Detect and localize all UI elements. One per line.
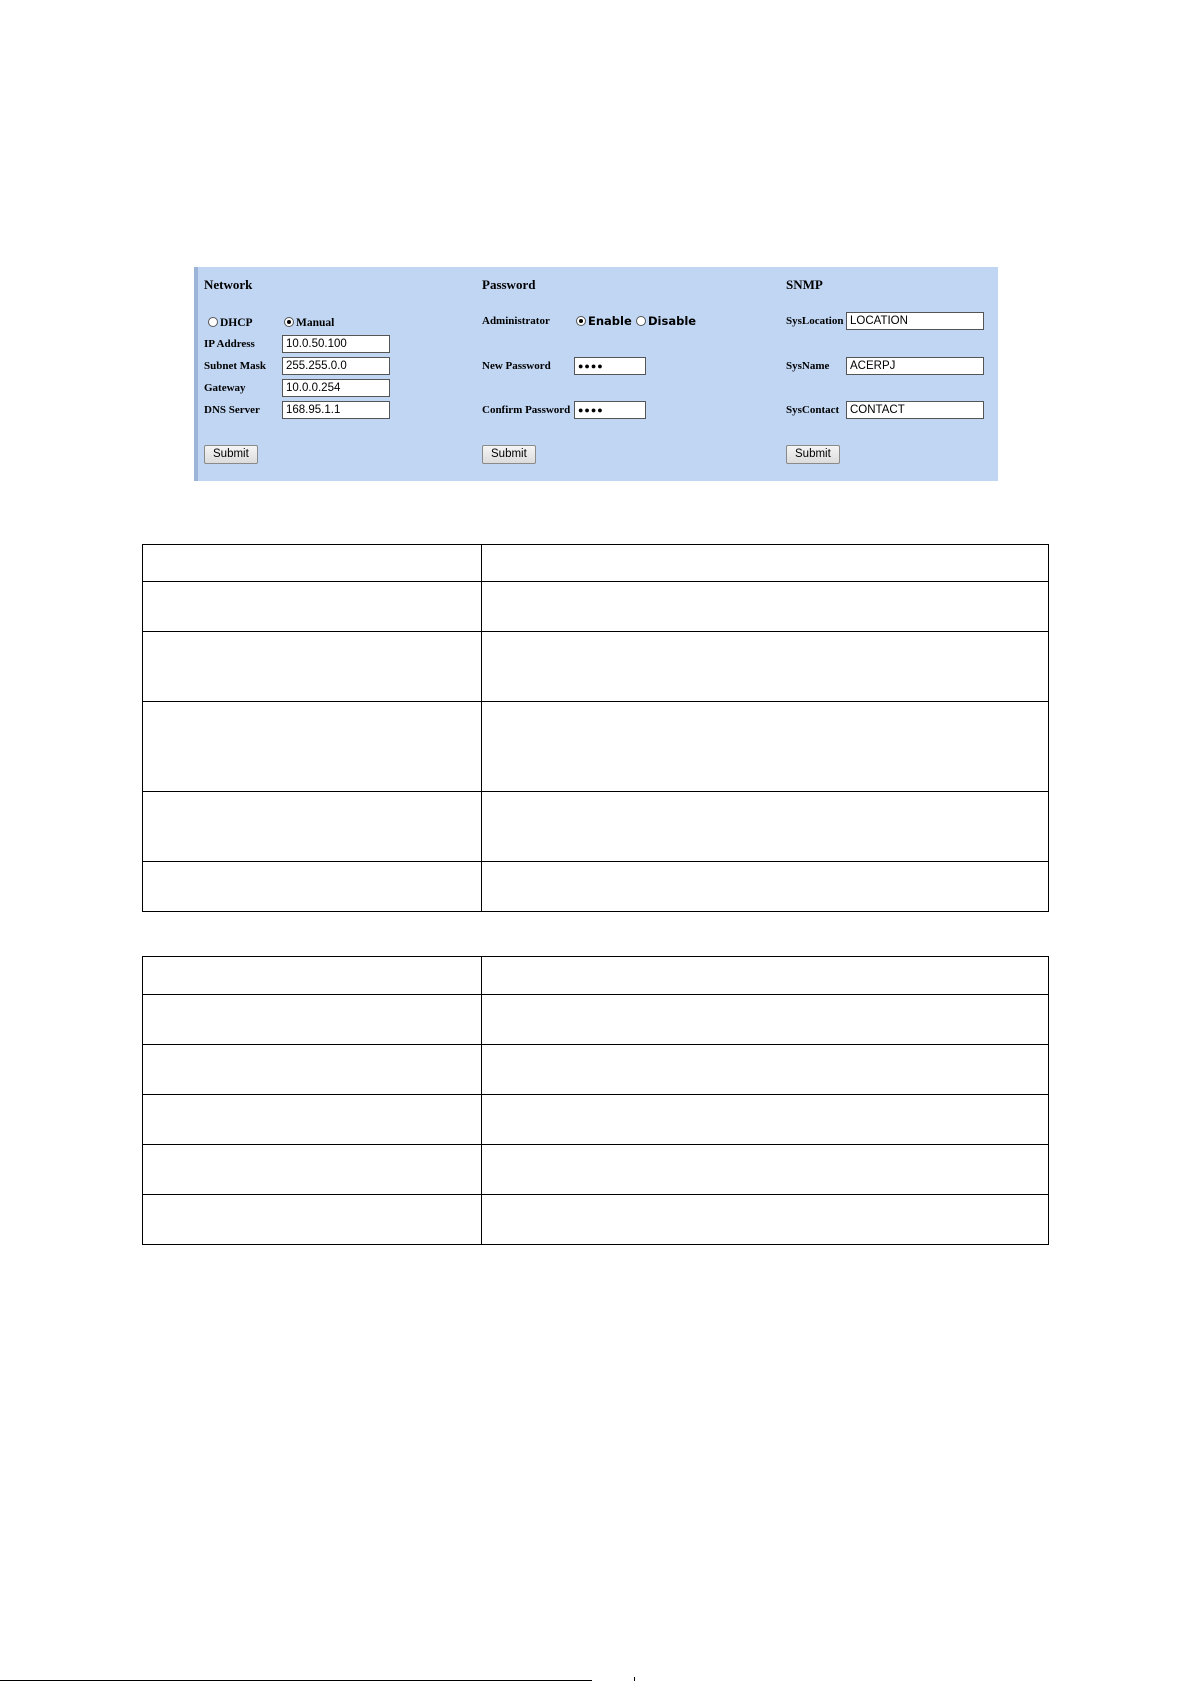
table-row <box>143 862 1049 912</box>
confirm-password-label: Confirm Password <box>482 404 571 416</box>
table-cell <box>482 1045 1049 1095</box>
sysname-input[interactable]: ACERPJ <box>846 357 984 375</box>
ip-address-label: IP Address <box>204 338 255 350</box>
table-row <box>143 632 1049 702</box>
dhcp-label: DHCP <box>220 317 253 329</box>
table-row <box>143 545 1049 582</box>
subnet-mask-input[interactable]: 255.255.0.0 <box>282 357 390 375</box>
manual-label: Manual <box>296 317 335 329</box>
confirm-password-input[interactable]: ●●●● <box>574 401 646 419</box>
administrator-label: Administrator <box>482 315 550 327</box>
table-cell <box>482 632 1049 702</box>
ip-address-input[interactable]: 10.0.50.100 <box>282 335 390 353</box>
network-submit-button[interactable]: Submit <box>204 445 258 464</box>
gateway-label: Gateway <box>204 382 246 394</box>
table-cell <box>143 1045 482 1095</box>
table-row <box>143 1045 1049 1095</box>
snmp-section-title: SNMP <box>786 277 823 292</box>
description-table-1 <box>142 544 1049 912</box>
table-cell <box>482 957 1049 995</box>
manual-radio-option[interactable] <box>284 315 334 329</box>
table-row <box>143 792 1049 862</box>
footnote-divider <box>0 1680 592 1681</box>
network-section-title: Network <box>204 277 253 292</box>
table-cell <box>143 957 482 995</box>
dhcp-radio-option[interactable] <box>208 315 253 329</box>
table-cell <box>143 995 482 1045</box>
table-cell <box>482 995 1049 1045</box>
new-password-input[interactable]: ●●●● <box>574 357 646 375</box>
password-section-title: Password <box>482 277 536 292</box>
disable-radio-option[interactable] <box>636 314 696 328</box>
syscontact-label: SysContact <box>786 404 840 416</box>
table-cell <box>482 702 1049 792</box>
gateway-input[interactable]: 10.0.0.254 <box>282 379 390 397</box>
table-cell <box>143 1145 482 1195</box>
dhcp-radio[interactable] <box>208 317 218 327</box>
table-cell <box>482 792 1049 862</box>
table-cell <box>482 1095 1049 1145</box>
syslocation-label: SysLocation <box>786 315 844 327</box>
table-cell <box>143 862 482 912</box>
footer-tick-mark <box>634 1677 635 1681</box>
syscontact-input[interactable]: CONTACT <box>846 401 984 419</box>
manual-radio[interactable] <box>284 317 294 327</box>
dns-server-input[interactable]: 168.95.1.1 <box>282 401 390 419</box>
table-cell <box>482 1145 1049 1195</box>
table-row <box>143 1095 1049 1145</box>
table-cell <box>143 792 482 862</box>
enable-radio-option[interactable] <box>576 314 632 328</box>
disable-label: Disable <box>648 314 697 328</box>
table-row <box>143 995 1049 1045</box>
table-row <box>143 702 1049 792</box>
new-password-label: New Password <box>482 360 551 372</box>
syslocation-input[interactable]: LOCATION <box>846 312 984 330</box>
table-cell <box>143 545 482 582</box>
password-submit-button[interactable]: Submit <box>482 445 536 464</box>
table-cell <box>143 1095 482 1145</box>
table-cell <box>482 1195 1049 1245</box>
sysname-label: SysName <box>786 360 830 372</box>
table-row <box>143 582 1049 632</box>
disable-radio[interactable] <box>636 316 646 326</box>
table-row <box>143 1195 1049 1245</box>
enable-radio[interactable] <box>576 316 586 326</box>
table-cell <box>143 1195 482 1245</box>
table-cell <box>482 582 1049 632</box>
table-cell <box>143 582 482 632</box>
enable-label: Enable <box>588 314 632 328</box>
table-row <box>143 1145 1049 1195</box>
snmp-submit-button[interactable]: Submit <box>786 445 840 464</box>
table-cell <box>143 632 482 702</box>
table-cell <box>143 702 482 792</box>
settings-panel <box>194 267 998 481</box>
description-table-2 <box>142 956 1049 1245</box>
dns-server-label: DNS Server <box>204 404 260 416</box>
subnet-mask-label: Subnet Mask <box>204 360 267 372</box>
table-cell <box>482 862 1049 912</box>
table-row <box>143 957 1049 995</box>
table-cell <box>482 545 1049 582</box>
